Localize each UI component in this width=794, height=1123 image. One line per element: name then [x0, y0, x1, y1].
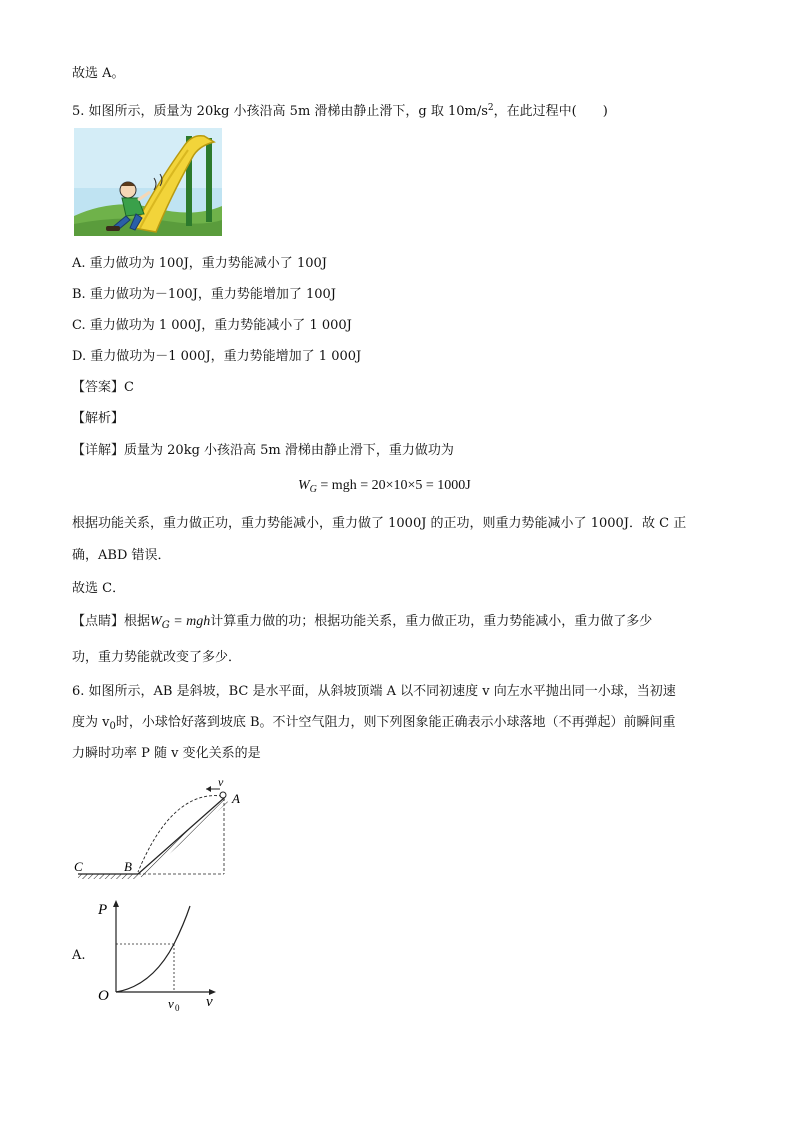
conclusion-line: 故选 C． [72, 581, 126, 596]
explanation-line-2: 确，ABD 错误． [72, 548, 171, 563]
diagram-label-c: C [74, 859, 83, 874]
detail-tag: 【详解】 [72, 443, 125, 458]
formula-sub: G [309, 484, 317, 495]
work-formula [298, 477, 471, 499]
question-6-line-3: 力瞬时功率 P 随 v 变化关系的是 [72, 746, 261, 761]
analysis-tag: 【解析】 [72, 411, 125, 426]
option-d: D. 重力做功为－1 000J，重力势能增加了 1 000J [72, 349, 362, 364]
graph-label-p: P [98, 902, 108, 918]
previous-conclusion: 故选 A。 [72, 66, 125, 81]
tip-formula-rhs: = mgh [169, 614, 211, 629]
answer-value: C [124, 380, 134, 395]
option-b: B. 重力做功为－100J，重力势能增加了 100J [72, 287, 336, 302]
diagram-label-b: B [124, 859, 132, 874]
tip-pre: 根据 [124, 614, 151, 629]
graph-label-v0-sub: 0 [175, 1003, 180, 1013]
diagram-label-a: A [232, 791, 240, 806]
formula-rhs: = mgh = 20×10×5 = 1000J [316, 478, 471, 493]
graph-label-v0: v [168, 996, 174, 1011]
question-5-stem-tail: ，在此过程中( ) [493, 104, 608, 119]
formula-lhs: W [298, 478, 310, 493]
graph-option-a-label: A. [72, 948, 86, 963]
explanation-line-1: 根据功能关系，重力做正功，重力势能减小，重力做了 1000J 的正功，则重力势能减小了 1000J．故 C 正 [72, 516, 687, 531]
tip-line [72, 613, 652, 635]
question-6-line-2 [72, 714, 676, 736]
slide-illustration [74, 128, 222, 236]
answer-line [72, 379, 134, 397]
answer-tag: 【答案】 [72, 380, 125, 395]
question-5-stem-text: 5. 如图所示，质量为 20kg 小孩沿高 5m 滑梯由静止滑下，g 取 10m/s [72, 104, 488, 119]
graph-label-o: O [98, 988, 109, 1004]
tip-post: 计算重力做的功；根据功能关系，重力做正功，重力势能减小，重力做了多少 [210, 614, 653, 629]
graph-label-v: v [206, 994, 213, 1010]
incline-diagram [72, 776, 252, 886]
tip-tag: 【点睛】 [72, 614, 125, 629]
tip-line-2: 功，重力势能就改变了多少． [72, 650, 242, 665]
detail-line [72, 442, 454, 460]
question-6-line-2-pre: 度为 v [72, 715, 110, 730]
diagram-label-v: v [218, 776, 224, 789]
question-6-line-2-sub: 0 [109, 721, 116, 732]
question-6-line-2-post: 时，小球恰好落到坡底 B。不计空气阻力，则下列图象能正确表示小球落地（不再弹起）前瞬间重 [115, 715, 676, 730]
question-6-line-1: 6. 如图所示，AB 是斜坡，BC 是水平面，从斜坡顶端 A 以不同初速度 v 向左水平抛出同一小球，当初速 [72, 684, 676, 699]
question-5-stem [72, 99, 608, 121]
power-velocity-graph [92, 896, 232, 1014]
tip-formula-lhs: W [150, 614, 162, 629]
option-c: C. 重力做功为 1 000J，重力势能减小了 1 000J [72, 318, 352, 333]
option-a: A. 重力做功为 100J，重力势能减小了 100J [72, 256, 327, 271]
tip-formula-sub: G [161, 620, 170, 631]
question-5-stem-superscript: 2 [487, 103, 494, 113]
detail-text: 质量为 20kg 小孩沿高 5m 滑梯由静止滑下，重力做功为 [124, 443, 454, 458]
